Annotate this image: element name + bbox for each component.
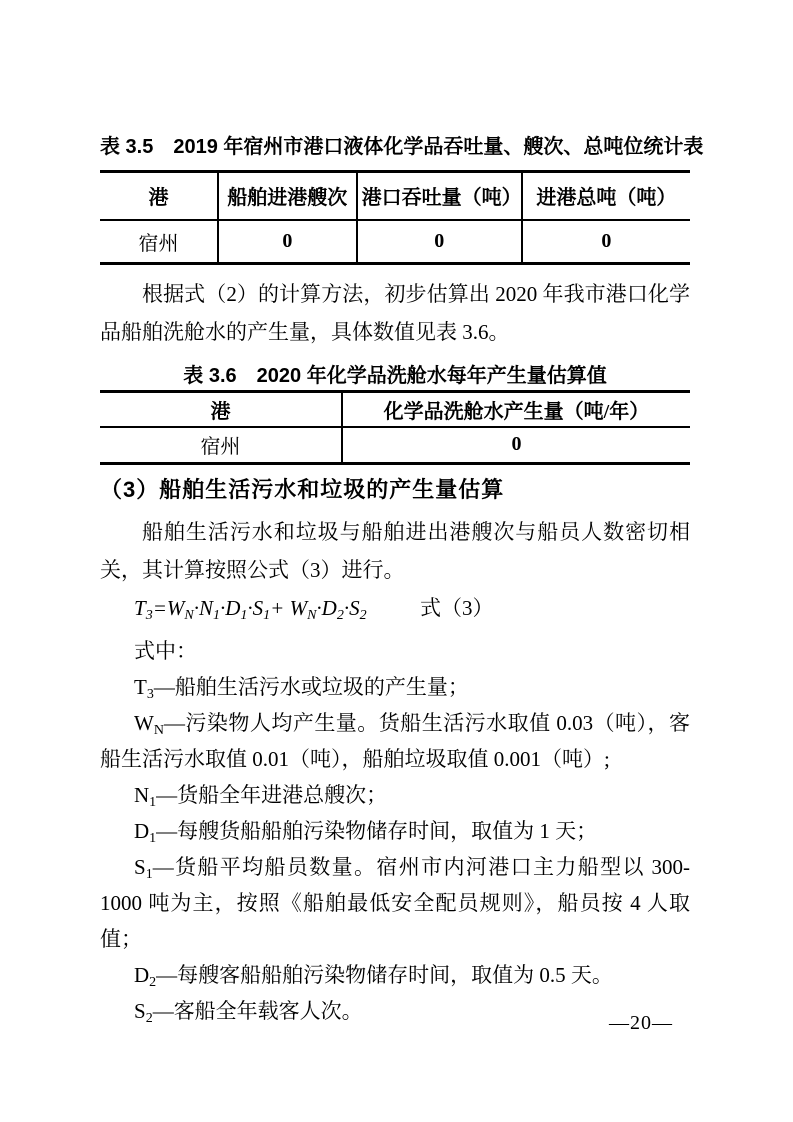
definition-text: —货船全年进港总艘次； bbox=[156, 783, 388, 807]
header-cell-port: 港 bbox=[100, 172, 218, 220]
definition-text: —每艘客船船舶污染物储存时间，取值为 0.5 天。 bbox=[156, 963, 613, 987]
section-heading: （3）船舶生活污水和垃圾的产生量估算 bbox=[100, 477, 505, 502]
header-cell-ship-arrivals: 船舶进港艘次 bbox=[218, 172, 357, 220]
table-3-6-header-row bbox=[100, 392, 690, 427]
definition-symbol: N bbox=[134, 783, 150, 807]
definition-text: —污染物人均产生量。货船生活污水取值 0.03（吨），客船生活污水取值 0.01（吨），船舶垃圾取值 0.001（吨）; bbox=[100, 711, 690, 771]
page-number: —20— bbox=[609, 1012, 673, 1034]
table-row bbox=[100, 220, 690, 264]
cell-value: 0 bbox=[342, 427, 690, 464]
formula-expression: $T_3=W_N\cdot N_1\cdot D_1\cdot S_1+ W_N\cdot D_2\cdot S_2$ bbox=[134, 596, 367, 623]
formula-line bbox=[100, 589, 690, 627]
definition-text: —客船全年载客人次。 bbox=[152, 999, 363, 1023]
cell-value: 0 bbox=[218, 220, 357, 264]
definition-symbol: D bbox=[134, 963, 150, 987]
table-3-5-title: 表 3.5 2019 年宿州市港口液体化学品吞吐量、艘次、总吨位统计表 bbox=[100, 136, 704, 158]
table-3-5 bbox=[100, 170, 690, 265]
table-3-6-title: 表 3.6 2020 年化学品洗舱水每年产生量估算值 bbox=[183, 365, 607, 387]
definition-item-n1 bbox=[100, 777, 690, 813]
definition-subscript: N bbox=[153, 723, 164, 738]
definition-item-d1 bbox=[100, 813, 690, 849]
definition-text: —货船平均船员数量。宿州市内河港口主力船型以 300-1000 吨为主，按照《船舶最低安全配员规则》，船员按 4 人取值； bbox=[100, 855, 690, 951]
cell-value: 0 bbox=[522, 220, 690, 264]
header-cell-total-tonnage: 进港总吨（吨） bbox=[522, 172, 690, 220]
definition-subscript: 1 bbox=[145, 867, 153, 882]
definition-text: —船舶生活污水或垃圾的产生量； bbox=[153, 675, 469, 699]
definition-item-d2 bbox=[100, 957, 690, 993]
paragraph-2: 船舶生活污水和垃圾与船舶进出港艘次与船员人数密切相关，其计算按照公式（3）进行。 bbox=[100, 520, 690, 582]
definition-symbol: S bbox=[134, 999, 146, 1023]
header-cell-washwater-output: 化学品洗舱水产生量（吨/年） bbox=[342, 392, 690, 427]
table-3-5-header-row bbox=[100, 172, 690, 220]
definition-subscript: 1 bbox=[149, 831, 157, 846]
definition-text: —每艘货船船舶污染物储存时间，取值为 1 天； bbox=[156, 819, 598, 843]
cell-value: 0 bbox=[357, 220, 522, 264]
formula-label: 式（3） bbox=[420, 596, 494, 620]
definition-subscript: 1 bbox=[149, 795, 157, 810]
definition-symbol: W bbox=[134, 711, 154, 735]
table-row bbox=[100, 427, 690, 464]
table-3-6 bbox=[100, 390, 690, 465]
where-label: 式中： bbox=[134, 639, 197, 663]
definition-item-wn bbox=[100, 705, 690, 777]
definition-symbol: D bbox=[134, 819, 150, 843]
header-cell-port: 港 bbox=[100, 392, 342, 427]
definition-symbol: S bbox=[134, 855, 146, 879]
definition-item-t3 bbox=[100, 669, 690, 705]
definition-item-s1 bbox=[100, 849, 690, 957]
definition-subscript: 3 bbox=[146, 687, 154, 702]
definition-subscript: 2 bbox=[145, 1011, 153, 1026]
definition-symbol: T bbox=[134, 675, 147, 699]
definition-item-s2 bbox=[100, 993, 690, 1029]
paragraph-1: 根据式（2）的计算方法，初步估算出 2020 年我市港口化学品船舶洗舱水的产生量，具体数值见表 3.6。 bbox=[100, 282, 690, 344]
cell-port-name: 宿州 bbox=[200, 436, 241, 459]
header-cell-throughput: 港口吞吐量（吨） bbox=[357, 172, 522, 220]
definition-subscript: 2 bbox=[149, 975, 157, 990]
cell-port-name: 宿州 bbox=[138, 232, 179, 255]
